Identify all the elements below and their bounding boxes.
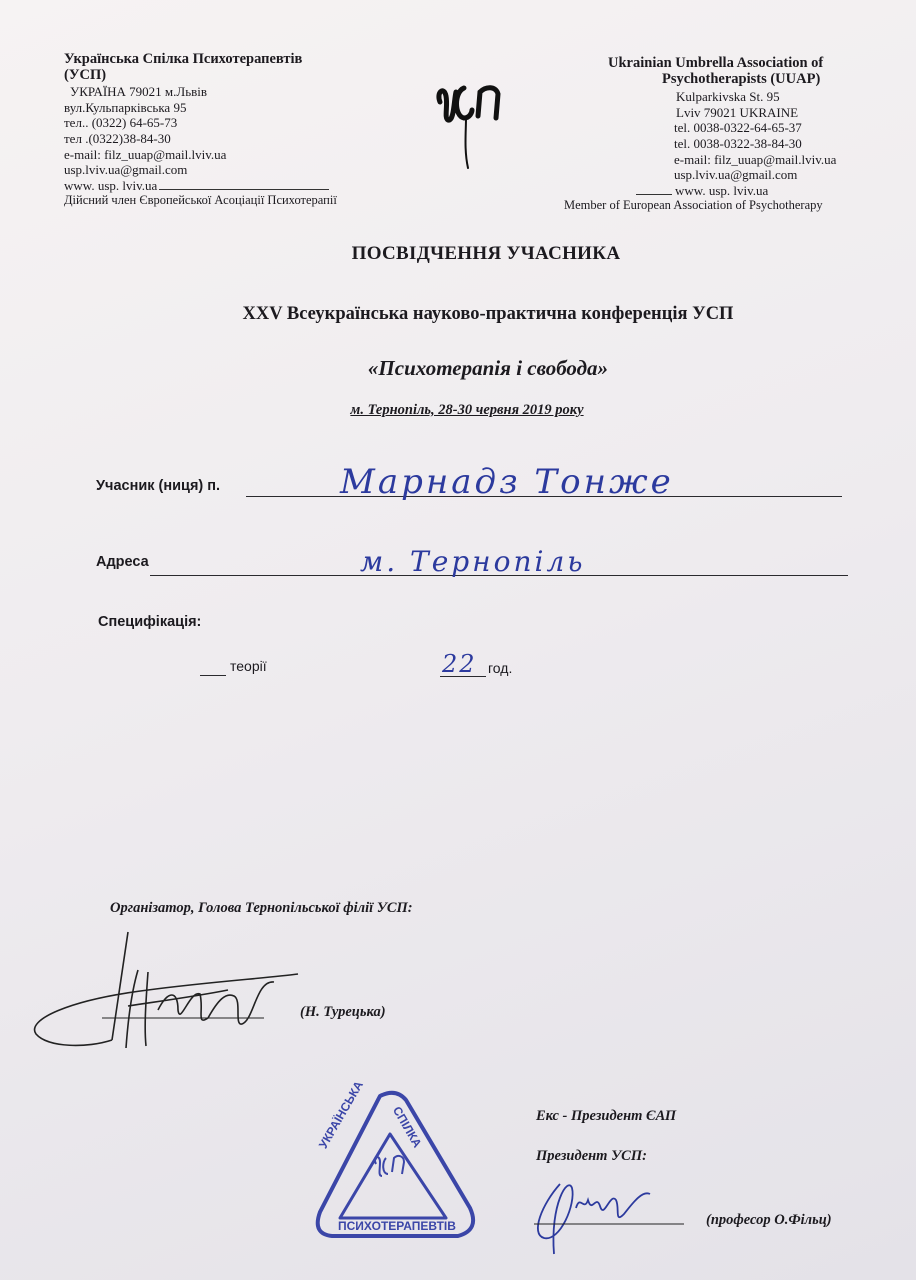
president-signature	[520, 1164, 720, 1264]
email-line: usp.lviv.ua@gmail.com	[674, 167, 798, 183]
theory-label: теорії	[230, 658, 267, 674]
website-text: www. usp. lviv.ua	[675, 182, 769, 198]
document-title: ПОСВІДЧЕННЯ УЧАСНИКА	[351, 243, 621, 264]
phone-line: тел .(0322)38-84-30	[64, 130, 171, 146]
stamp-text-left: УКРАЇНСЬКА	[316, 1078, 366, 1151]
membership-line: Дійсний член Європейської Асоціації Психотерапії	[64, 193, 337, 208]
website-line	[564, 183, 874, 199]
organizer-name: (Н. Турецька)	[300, 1004, 386, 1020]
hours-handwritten-value: 22	[442, 650, 477, 678]
website-text: www. usp. lviv.ua	[64, 177, 158, 193]
organizer-title: Організатор, Голова Тернопільської філії УСП:	[110, 900, 413, 916]
org-abbr-uk: (УСП)	[64, 66, 107, 83]
email-line: e-mail: filz_uuap@mail.lviv.ua	[674, 151, 837, 167]
usp-logo-icon	[430, 72, 510, 172]
email-line: e-mail: filz_uuap@mail.lviv.ua	[64, 146, 227, 162]
header-left	[64, 52, 384, 209]
conference-name: XXV Всеукраїнська науково-практична конференція УСП	[242, 304, 734, 324]
specification-label: Специфікація:	[98, 614, 202, 630]
address-handwritten-value: м. Тернопіль	[360, 545, 586, 578]
org-abbr-en: Psychotherapists (UUAP)	[662, 70, 821, 87]
ex-president-title: Екс - Президент ЄАП	[536, 1108, 677, 1124]
header-right	[564, 56, 874, 214]
stamp-text-bottom: ПСИХОТЕРАПЕВТІВ	[338, 1219, 456, 1233]
website-line	[64, 178, 384, 194]
participant-handwritten-name: Марнадз Тонже	[340, 462, 674, 502]
email-line: usp.lviv.ua@gmail.com	[64, 162, 188, 178]
conference-theme: «Психотерапія і свобода»	[367, 356, 609, 380]
stamp-text-right: СПІЛКА	[389, 1104, 425, 1151]
place-date: м. Тернопіль, 28-30 червня 2019 року	[350, 402, 584, 418]
participant-label: Учасник (ниця) п.	[96, 478, 221, 494]
phone-line: тел.. (0322) 64-65-73	[64, 115, 178, 131]
membership-line: Member of European Association of Psychotherapy	[564, 198, 823, 213]
organizer-signature	[28, 930, 308, 1060]
phone-line: tel. 0038-0322-64-65-37	[674, 120, 802, 136]
address-label: Адреса	[96, 554, 149, 570]
org-name-uk: Українська Спілка Психотерапевтів	[64, 51, 303, 67]
hours-unit: год.	[488, 660, 513, 676]
street-line: вул.Кульпарківська 95	[64, 99, 187, 115]
org-name-en: Ukrainian Umbrella Association of	[608, 55, 824, 71]
phone-line: tel. 0038-0322-38-84-30	[674, 135, 802, 151]
address-line: Kulparkivska St. 95	[676, 89, 780, 105]
president-name: (професор О.Фільц)	[706, 1212, 832, 1228]
theory-blank	[200, 675, 226, 676]
stamp	[310, 1078, 480, 1250]
president-title: Президент УСП:	[536, 1148, 647, 1164]
city-line: Lviv 79021 UKRAINE	[676, 104, 799, 120]
address-line: УКРАЇНА 79021 м.Львів	[70, 84, 208, 100]
